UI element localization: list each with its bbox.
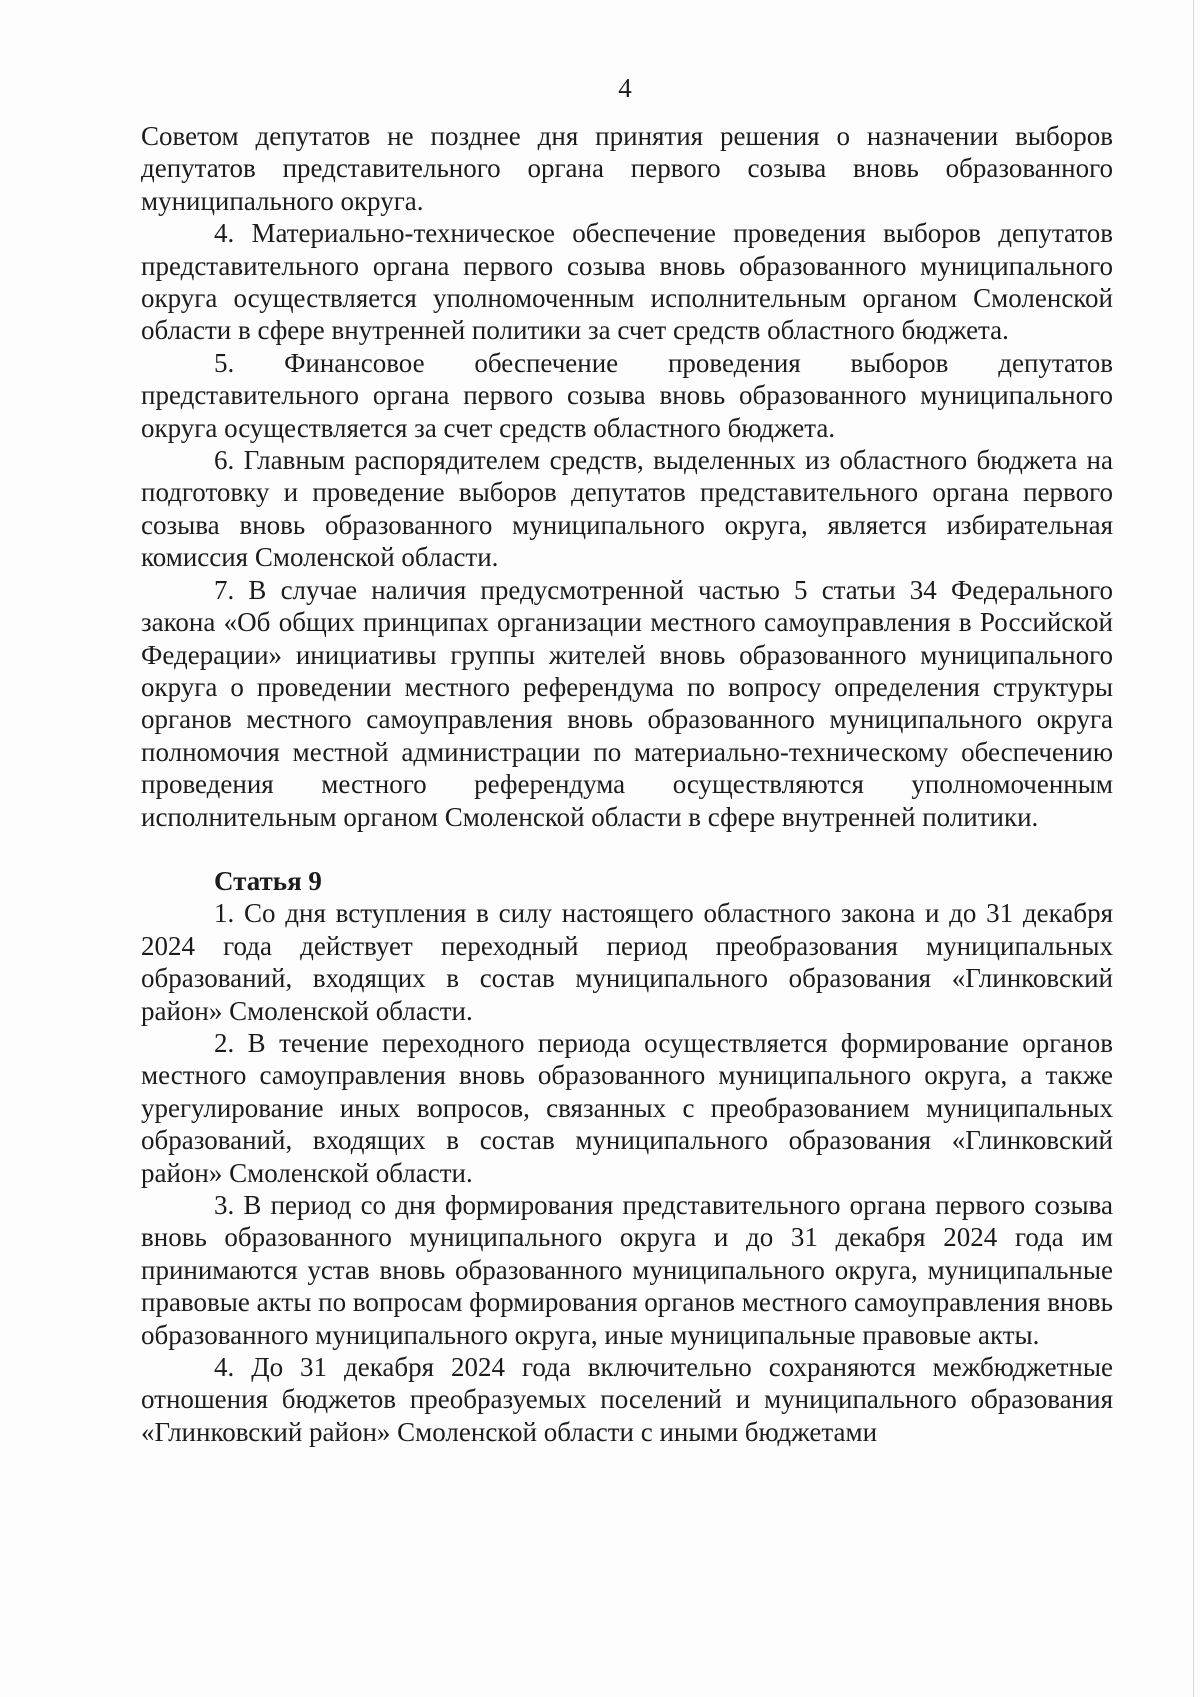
section-spacer bbox=[141, 833, 1113, 865]
page-number: 4 bbox=[618, 73, 632, 103]
article-9-paragraph-4: 4. До 31 декабря 2024 года включительно сохраняются межбюджетные отношения бюджетов преобразуемых поселений и муниципального образования «Глинковский район» Смоленской области с иными бюджетами bbox=[141, 1352, 1113, 1447]
article-9-paragraph-2: 2. В течение переходного периода осуществляется формирование органов местного самоуправления вновь образованного муниципального округа, а также урегулирование иных вопросов, связанных с преобразованием муниципальных образований, входящих в состав муниципального образования «Глинковский район» Смоленской области. bbox=[141, 1027, 1113, 1188]
paragraph-item-4: 4. Материально-техническое обеспечение проведения выборов депутатов представительного органа первого созыва вновь образованного муниципального округа осуществляется уполномоченным исполнительным органом Смоленской области в сфере внутренней политики за счет средств областного бюджета. bbox=[141, 218, 1113, 346]
paragraph-item-7: 7. В случае наличия предусмотренной частью 5 статьи 34 Федерального закона «Об общих принципах организации местного самоуправления в Российской Федерации» инициативы группы жителей вновь образованного муниципального округа о проведении местного референдума по вопросу определения структуры органов местного самоуправления вновь образованного муниципального округа полномочия местной администрации по материально-техническому обеспечению проведения местного референдума осуществляются уполномоченным исполнительным органом Смоленской области в сфере внутренней политики. bbox=[141, 574, 1113, 832]
paragraph-item-6: 6. Главным распорядителем средств, выделенных из областного бюджета на подготовку и проведение выборов депутатов представительного органа первого созыва вновь образованного муниципального округа, является избирательная комиссия Смоленской области. bbox=[141, 445, 1113, 573]
article-9-paragraph-3: 3. В период со дня формирования представительного органа первого созыва вновь образованного муниципального округа и до 31 декабря 2024 года им принимаются устав вновь образованного муниципального округа, муниципальные правовые акты по вопросам формирования органов местного самоуправления вновь образованного муниципального округа, иные муниципальные правовые акты. bbox=[141, 1190, 1113, 1350]
document-body bbox=[141, 120, 1113, 1448]
paragraph-item-5: 5. Финансовое обеспечение проведения выборов депутатов представительного органа первого созыва вновь образованного муниципального округа осуществляется за счет средств областного бюджета. bbox=[141, 347, 1113, 443]
paragraph-intro-continuation: Советом депутатов не позднее дня принятия решения о назначении выборов депутатов представительного органа первого созыва вновь образованного муниципального округа. bbox=[141, 121, 1113, 216]
article-9-heading: Статья 9 bbox=[214, 865, 322, 896]
article-9-paragraph-1: 1. Со дня вступления в силу настоящего областного закона и до 31 декабря 2024 года действует переходный период преобразования муниципальных образований, входящих в состав муниципального образования «Глинковский район» Смоленской области. bbox=[141, 898, 1113, 1026]
scan-edge-line bbox=[1193, 0, 1194, 1697]
